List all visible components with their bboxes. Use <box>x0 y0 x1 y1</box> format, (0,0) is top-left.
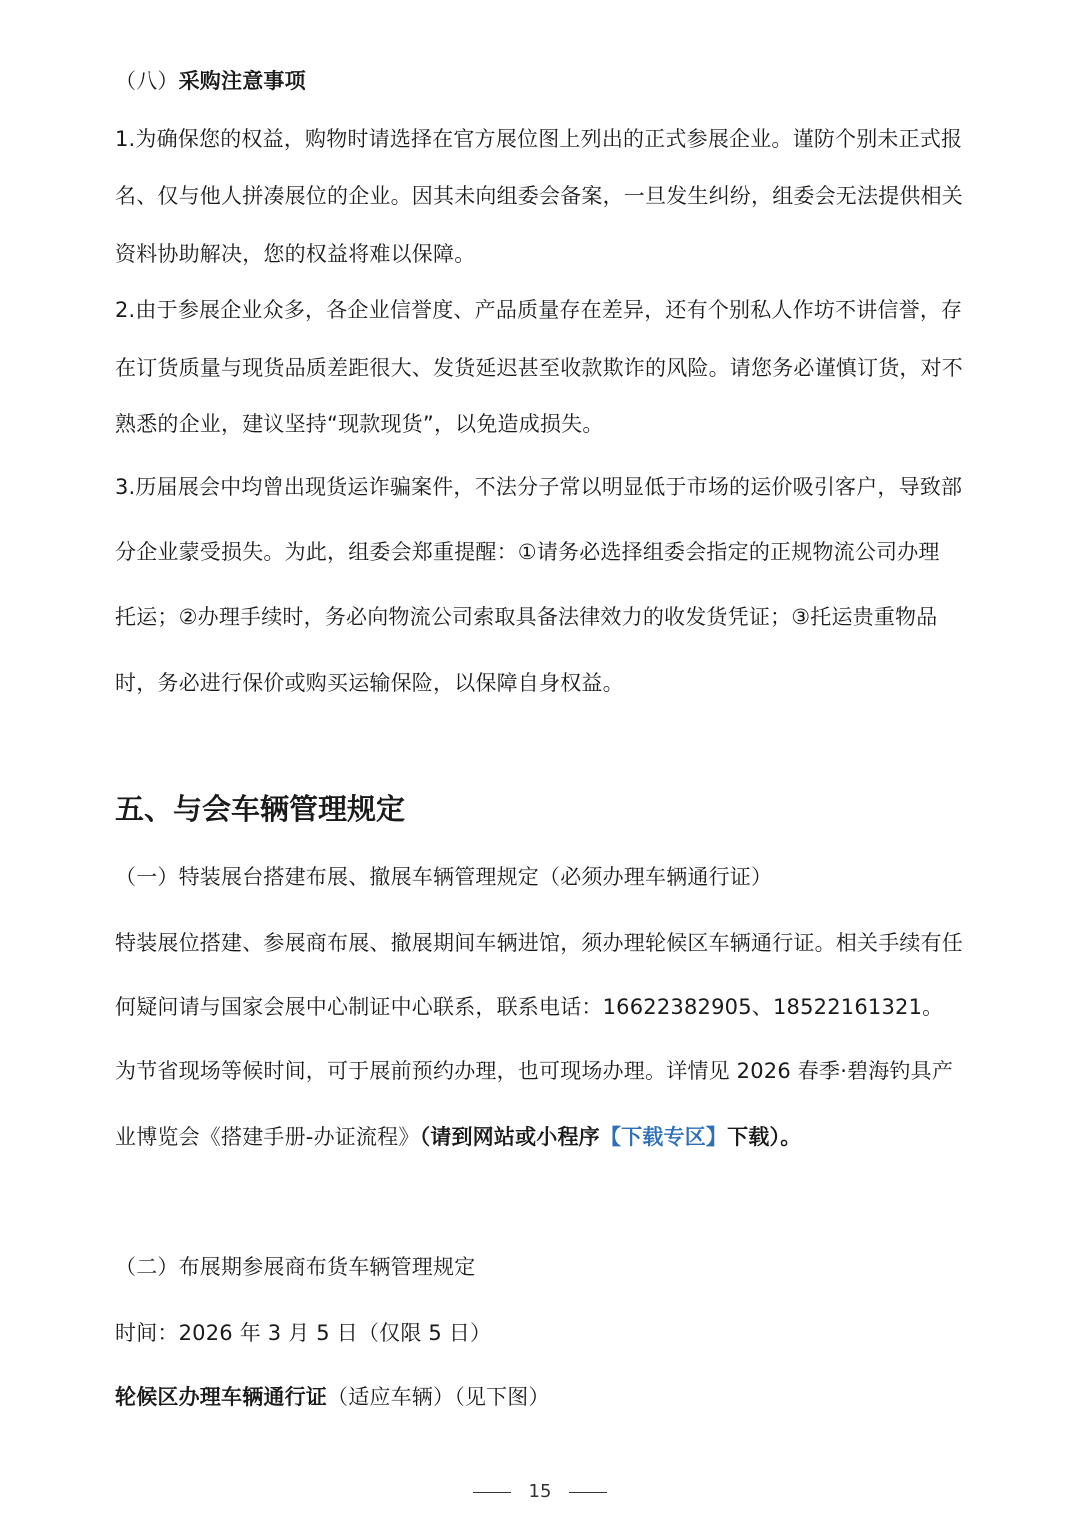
subsection-1-heading: （一）特装展台搭建布展、撤展车辆管理规定（必须办理车辆通行证） <box>115 865 773 889</box>
vehicle-pass-label: 轮候区办理车辆通行证 <box>115 1385 327 1409</box>
paragraph-3-line-1: 3.历届展会中均曾出现货运诈骗案件，不法分子常以明显低于市场的运价吸引客户，导致部 <box>115 475 963 499</box>
download-zone-link[interactable]: 【下载专区】 <box>599 1125 728 1149</box>
paragraph-3-line-4: 时，务必进行保价或购买运输保险，以保障自身权益。 <box>115 671 624 695</box>
subsection-2-time: 时间：2026 年 3 月 5 日（仅限 5 日） <box>115 1321 492 1345</box>
page-footer <box>0 1478 1080 1506</box>
page-number: 15 <box>528 1481 552 1502</box>
paragraph-2-line-2: 在订货质量与现货品质差距很大、发货延迟甚至收款欺诈的风险。请您务必谨慎订货，对不 <box>115 356 963 380</box>
section-5-title: 五、与会车辆管理规定 <box>115 792 406 826</box>
manual-reference-text: 业博览会《搭建手册-办证流程》 <box>115 1125 420 1149</box>
section-8-heading <box>115 66 965 96</box>
paragraph-3-line-2: 分企业蒙受损失。为此，组委会郑重提醒：①请务必选择组委会指定的正规物流公司办理 <box>115 540 940 564</box>
subsection-2-heading: （二）布展期参展商布货车辆管理规定 <box>115 1255 476 1279</box>
download-hint-suffix: 下载）。 <box>727 1125 802 1149</box>
paragraph-1-line-2: 名、仅与他人拼凑展位的企业。因其未向组委会备案，一旦发生纠纷，组委会无法提供相关 <box>115 184 963 208</box>
footer-right-rule <box>569 1492 607 1493</box>
download-hint-prefix: （请到网站或小程序 <box>419 1125 600 1149</box>
paragraph-2-line-3: 熟悉的企业，建议坚持“现款现货”，以免造成损失。 <box>115 412 604 436</box>
subsection-1-line-4 <box>115 1122 965 1152</box>
vehicle-pass-note: （适应车辆）（见下图） <box>327 1385 550 1409</box>
paragraph-1-line-3: 资料协助解决，您的权益将难以保障。 <box>115 242 476 266</box>
paragraph-2-line-1: 2.由于参展企业众多，各企业信誉度、产品质量存在差异，还有个别私人作坊不讲信誉，存 <box>115 298 963 322</box>
subsection-1-line-2: 何疑问请与国家会展中心制证中心联系，联系电话：16622382905、18522161321。 <box>115 995 944 1019</box>
subsection-2-pass-line <box>115 1382 965 1412</box>
footer-left-rule <box>473 1492 511 1493</box>
paragraph-3-line-3: 托运；②办理手续时，务必向物流公司索取具备法律效力的收发货凭证；③托运贵重物品 <box>115 605 938 629</box>
paragraph-1-line-1: 1.为确保您的权益，购物时请选择在官方展位图上列出的正式参展企业。谨防个别未正式报 <box>115 127 963 151</box>
section-8-heading-prefix: （八） <box>115 69 179 93</box>
subsection-1-line-1: 特装展位搭建、参展商布展、撤展期间车辆进馆，须办理轮候区车辆通行证。相关手续有任 <box>115 931 963 955</box>
subsection-1-line-3: 为节省现场等候时间，可于展前预约办理，也可现场办理。详情见 2026 春季·碧海钓具产 <box>115 1059 954 1083</box>
section-8-heading-title: 采购注意事项 <box>178 69 306 93</box>
